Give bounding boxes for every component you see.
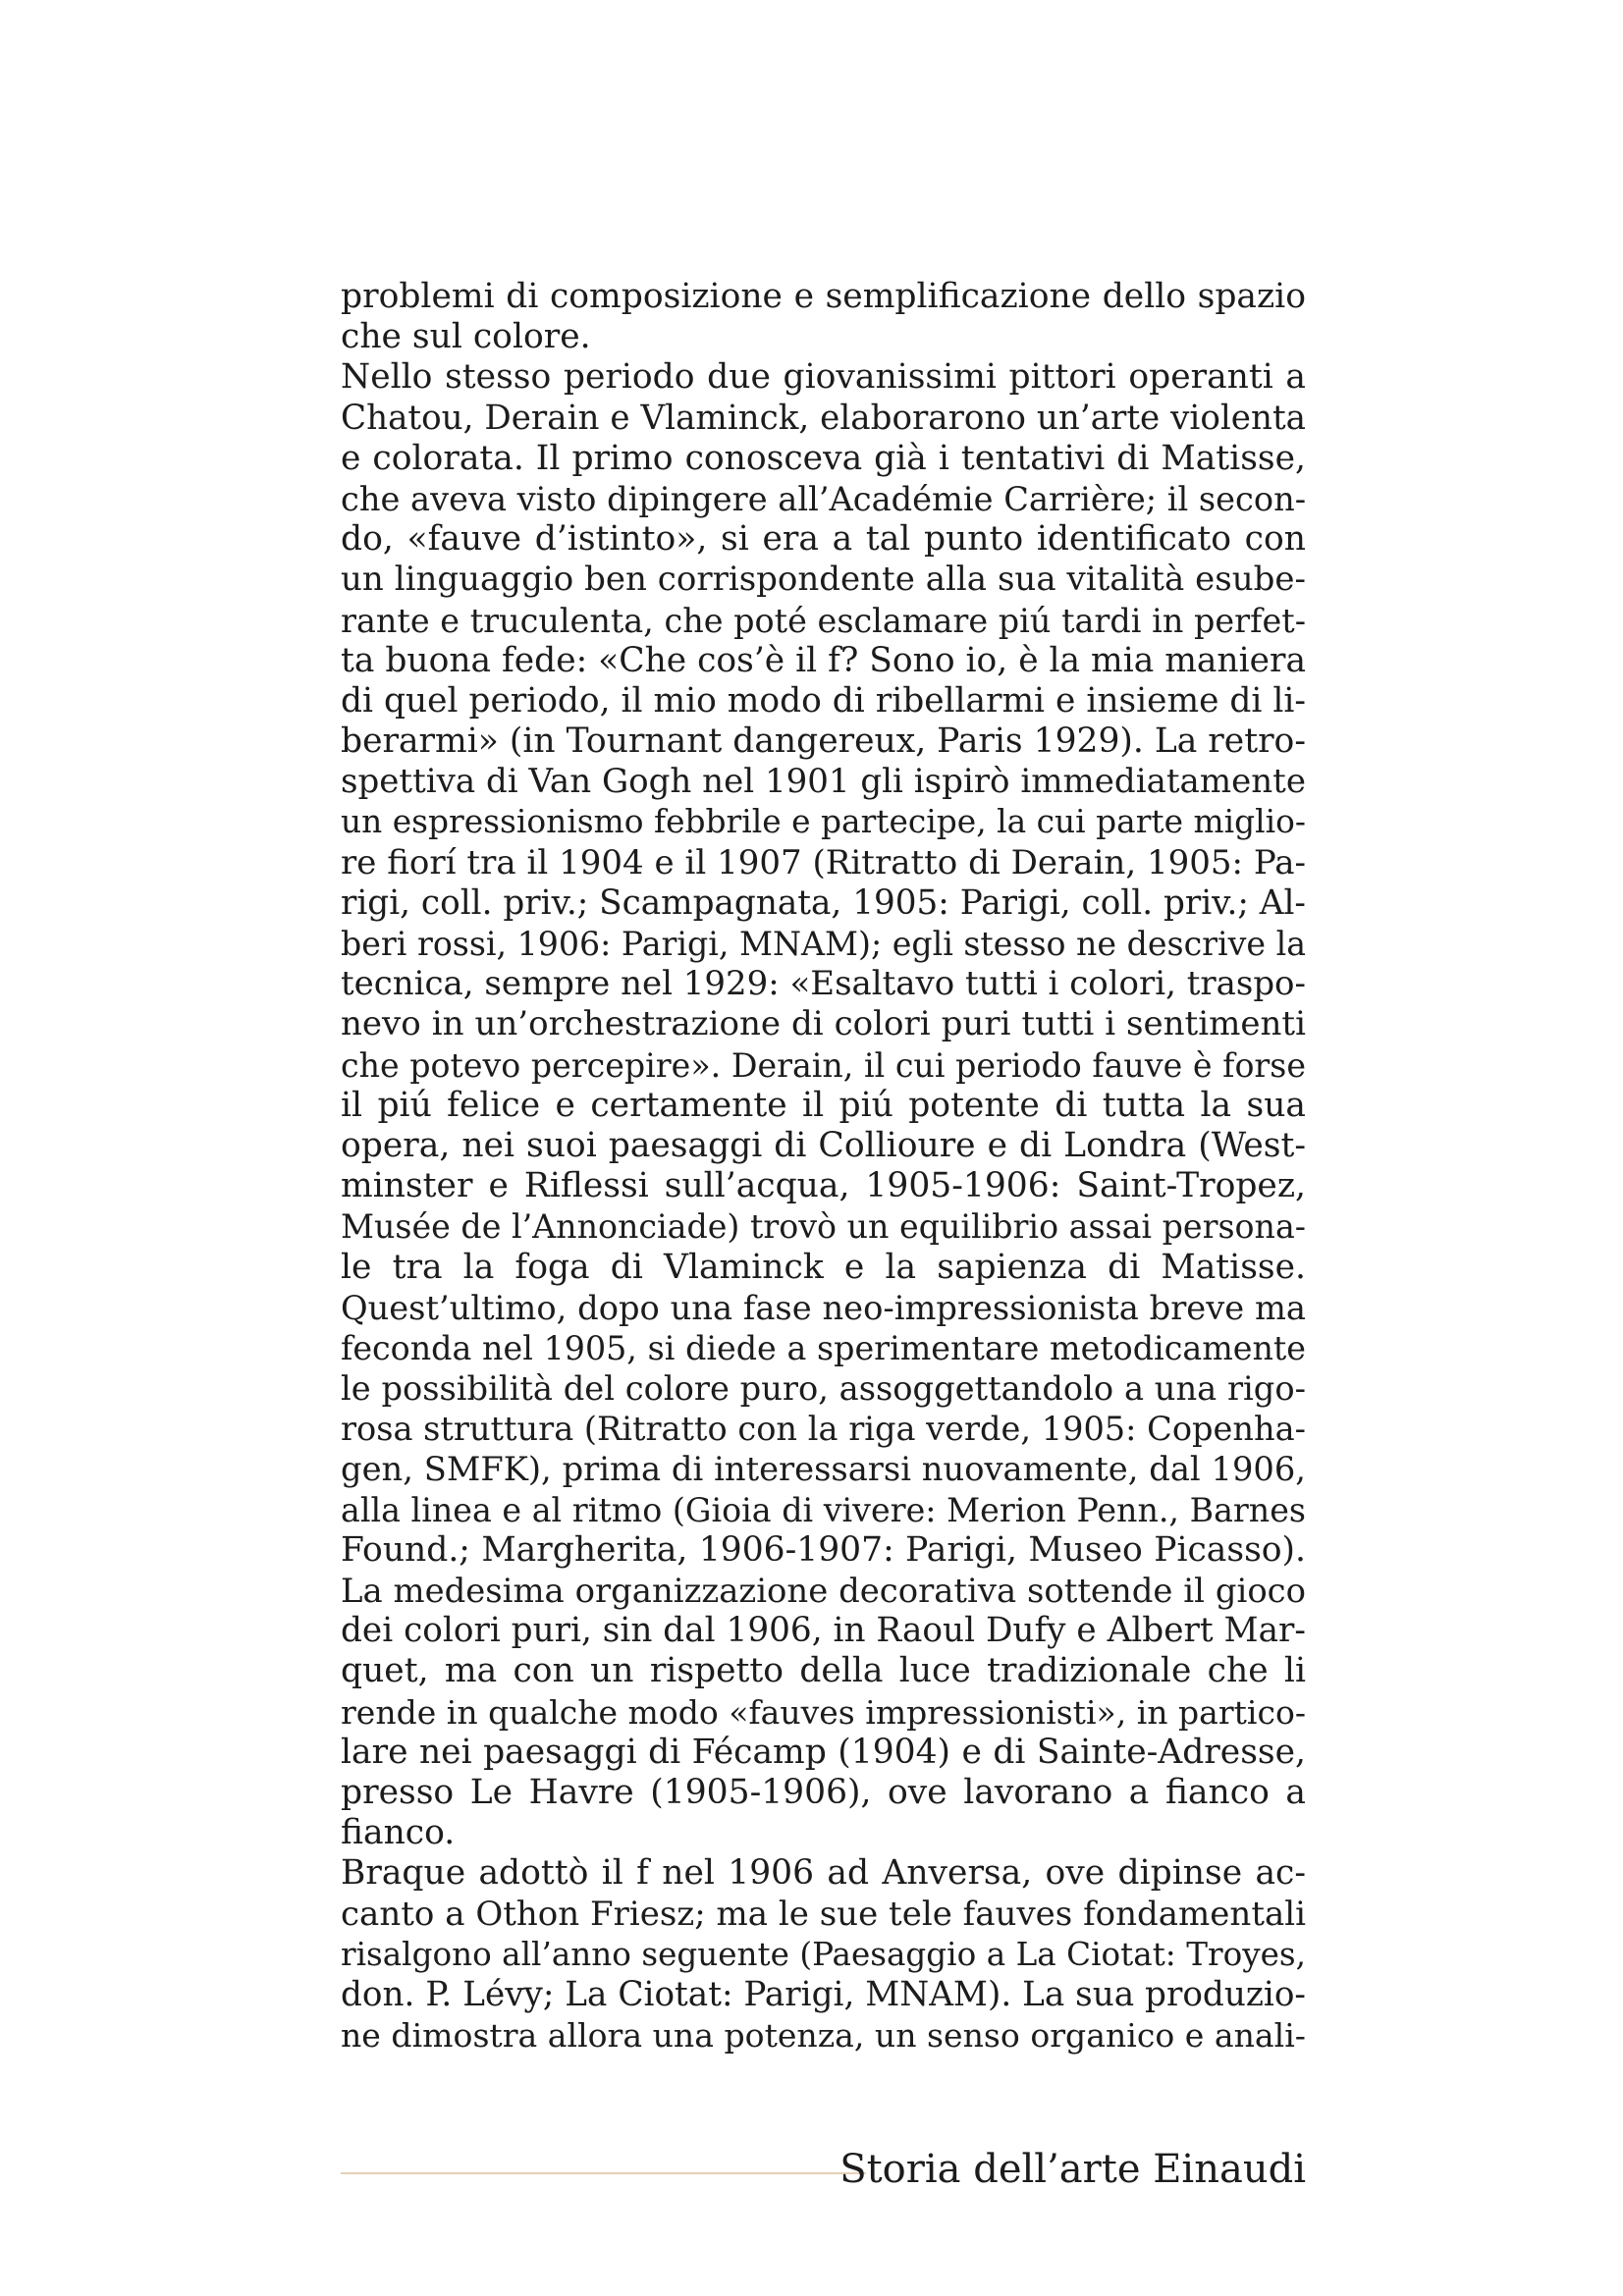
text-line: Musée de l’Annonciade) trovò un equilibrio assai persona- <box>341 1207 1306 1247</box>
text-line: presso Le Havre (1905-1906), ove lavorano a fianco a <box>341 1772 1306 1812</box>
text-line: don. P. Lévy; La Ciotat: Parigi, MNAM). La sua produzio- <box>341 1974 1306 2014</box>
text-line: dei colori puri, sin dal 1906, in Raoul Dufy e Albert Mar- <box>341 1611 1306 1651</box>
text-line: rigi, coll. priv.; Scampagnata, 1905: Parigi, coll. priv.; Al- <box>341 882 1306 923</box>
text-line: beri rossi, 1906: Parigi, MNAM); egli stesso ne descrive la <box>341 925 1307 963</box>
text-line: le possibilità del colore puro, assoggettandolo a una rigo- <box>341 1369 1306 1409</box>
text-line: berarmi» (in Tournant dangereux, Paris 1929). La retro- <box>341 721 1306 762</box>
text-line: tecnica, sempre nel 1929: «Esaltavo tutti i colori, traspo- <box>341 964 1306 1004</box>
text-line: do, «fauve d’istinto», si era a tal punto identificato con <box>341 519 1306 560</box>
text-line: e colorata. Il primo conosceva già i tentativi di Matisse, <box>341 438 1306 478</box>
text-line: spettiva di Van Gogh nel 1901 gli ispirò immediatamente <box>341 762 1306 802</box>
text-line: risalgono all’anno seguente (Paesaggio a La Ciotat: Troyes, <box>341 1935 1306 1973</box>
text-line: problemi di composizione e semplificazione dello spazio <box>341 277 1306 316</box>
text-line: re fiorí tra il 1904 e il 1907 (Ritratto di Derain, 1905: Pa- <box>341 842 1306 882</box>
text-line: canto a Othon Friesz; ma le sue tele fauves fondamentali <box>341 1894 1306 1934</box>
text-line: alla linea e al ritmo (Gioia di vivere: Merion Penn., Barnes <box>341 1490 1306 1529</box>
text-line: ta buona fede: «Che cos’è il f? Sono io, è la mia maniera <box>341 640 1307 680</box>
text-line: feconda nel 1905, si diede a sperimentare metodicamente <box>341 1328 1306 1367</box>
text-line: fianco. <box>341 1813 456 1853</box>
text-line: rosa struttura (Ritratto con la riga verde, 1905: Copenha- <box>341 1410 1306 1449</box>
text-line: che potevo percepire». Derain, il cui periodo fauve è forse <box>341 1045 1306 1085</box>
footer-publisher: Storia dell’arte Einaudi <box>839 2147 1306 2192</box>
text-line: un espressionismo febbrile e partecipe, la cui parte miglio- <box>341 803 1306 841</box>
text-line: minster e Riflessi sull’acqua, 1905-1906: Saint-Tropez, <box>341 1166 1306 1206</box>
text-line: ne dimostra allora una potenza, un senso organico e anali- <box>341 2016 1306 2056</box>
text-line: quet, ma con un rispetto della luce tradizionale che li <box>341 1651 1306 1691</box>
text-line: Braque adottò il f nel 1906 ad Anversa, ove dipinse ac- <box>341 1853 1306 1894</box>
text-line: rende in qualche modo «fauves impressionisti», in partico- <box>341 1692 1306 1732</box>
text-line: La medesima organizzazione decorativa sottende il gioco <box>341 1572 1306 1610</box>
text-line: Chatou, Derain e Vlaminck, elaborarono un’arte violenta <box>341 398 1306 438</box>
body-text <box>341 277 1306 2056</box>
text-line: Found.; Margherita, 1906-1907: Parigi, Museo Picasso). <box>341 1529 1306 1570</box>
text-line: rante e truculenta, che poté esclamare piú tardi in perfet- <box>341 601 1306 640</box>
footer-rule <box>341 2172 866 2174</box>
text-line: il piú felice e certamente il piú potente di tutta la sua <box>341 1085 1306 1125</box>
text-line: lare nei paesaggi di Fécamp (1904) e di Sainte-Adresse, <box>341 1732 1306 1772</box>
text-line: Quest’ultimo, dopo una fase neo-impressionista breve ma <box>341 1288 1306 1327</box>
text-line: nevo in un’orchestrazione di colori puri tutti i sentimenti <box>341 1004 1306 1044</box>
text-line: che aveva visto dipingere all’Académie Carrière; il secon- <box>341 479 1307 518</box>
text-line: che sul colore. <box>341 317 591 357</box>
text-line: gen, SMFK), prima di interessarsi nuovamente, dal 1906, <box>341 1450 1306 1489</box>
text-line: un linguaggio ben corrispondente alla sua vitalità esube- <box>341 560 1306 600</box>
text-line: di quel periodo, il mio modo di ribellarmi e insieme di li- <box>341 680 1306 721</box>
text-line: opera, nei suoi paesaggi di Collioure e di Londra (West- <box>341 1125 1306 1165</box>
text-line: le tra la foga di Vlaminck e la sapienza di Matisse. <box>341 1247 1306 1287</box>
text-line: Nello stesso periodo due giovanissimi pittori operanti a <box>341 357 1306 398</box>
